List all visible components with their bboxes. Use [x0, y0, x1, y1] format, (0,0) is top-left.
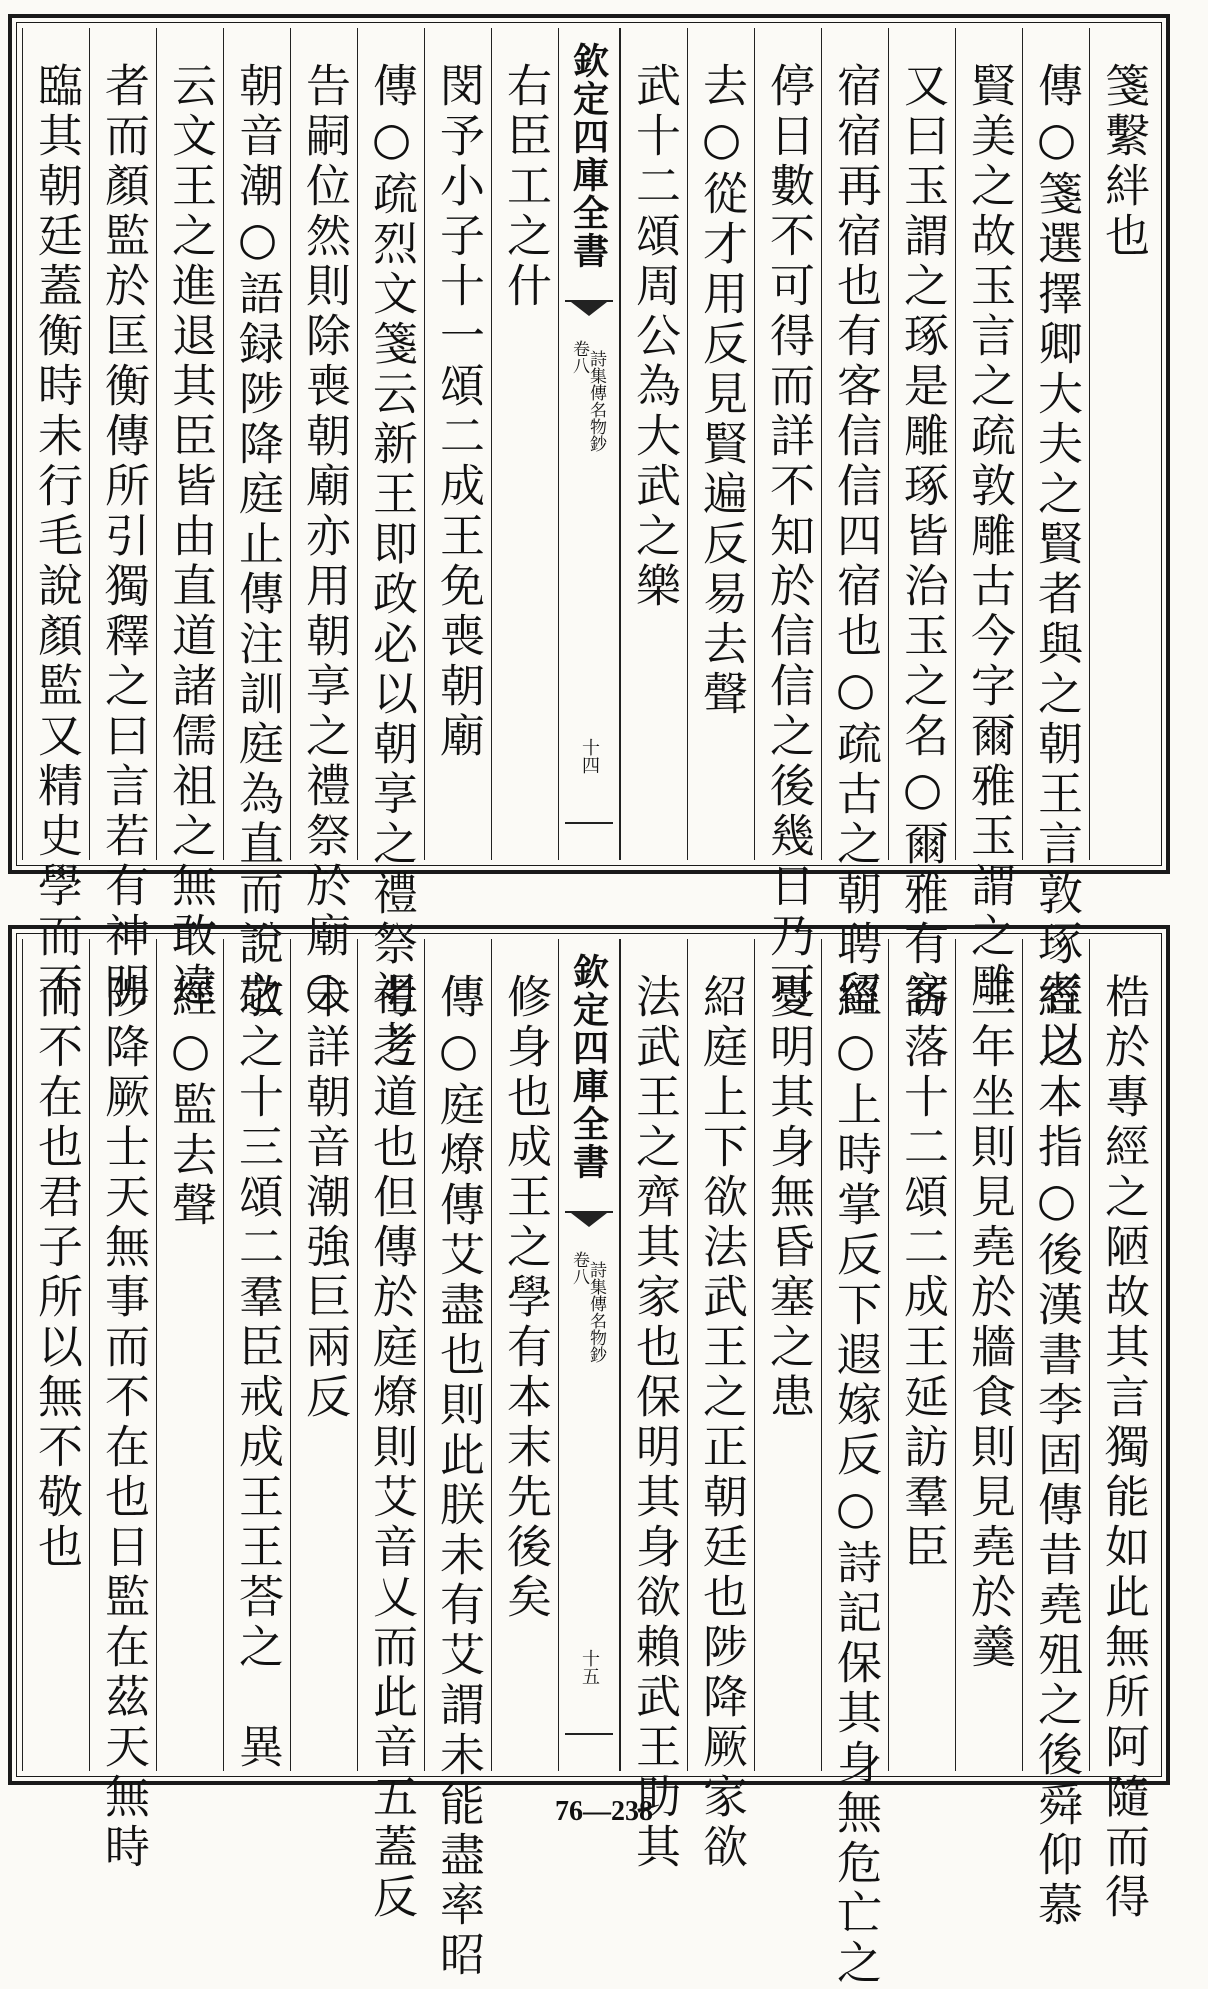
text-column [491, 28, 558, 860]
text-column [491, 939, 558, 1771]
center-fold-column [558, 28, 620, 860]
text-column [22, 28, 89, 1012]
text-column [22, 939, 89, 1771]
column-text: 箋繫絆也 [1097, 62, 1150, 262]
source-title: 詩集傳名物鈔 [586, 350, 606, 452]
top-page-frame [8, 14, 1170, 1070]
page-number: 76—238 [555, 1796, 653, 1827]
column-text: 而不在也君子所以無不敬也 [30, 973, 83, 1573]
column-text: 三年坐則見堯於牆食則見堯於羹 [963, 973, 1016, 1673]
text-column [1022, 939, 1089, 1931]
book-title: 欽定四庫全書 [567, 953, 610, 1181]
text-column [223, 939, 290, 1771]
column-text: 憂明其身無昏塞之患 [762, 973, 815, 1423]
column-text: 傳○庭燎傳艾盡也則此朕未有艾謂未能盡率昭 [432, 973, 485, 1981]
text-column [1022, 28, 1089, 1070]
column-text: 未詳朝音潮強巨兩反 [298, 973, 351, 1423]
text-column [687, 939, 754, 1873]
column-text: 宿宿再宿也有客信信四宿也○疏古之朝聘留 [829, 62, 882, 1020]
text-column [888, 28, 955, 1020]
text-column [687, 28, 754, 860]
column-text: 經○上時掌反下遐嫁反○詩記保其身無危亡之 [829, 973, 882, 1989]
text-column [955, 939, 1022, 1771]
text-column [888, 939, 955, 1771]
column-text: 訪落十二頌二成王延訪羣臣 [896, 973, 949, 1573]
text-column [1089, 28, 1156, 860]
column-text: 經之本指○後漢書李固傳昔堯殂之後舜仰慕 [1030, 973, 1083, 1931]
column-text: 云文王之進退其臣皆由直道諸儒祖之無敢違 [164, 62, 217, 1012]
column-text: 梏於專經之陋故其言獨能如此無所阿隨而得 [1097, 973, 1150, 1923]
column-text: 敬之十三頌二羣臣戒成王王荅之 異 [231, 973, 284, 1773]
column-text: 經○監去聲 [164, 973, 217, 1231]
text-column [223, 28, 290, 1020]
fish-tail-ornament [565, 300, 613, 326]
column-text: 去○從才用反見賢遍反易去聲 [695, 62, 748, 720]
column-text: 武十二頌周公為大武之樂 [628, 62, 681, 612]
column-text: 陟降厥士天無事而不在也日監在茲天無時 [97, 973, 150, 1873]
column-text: 臨其朝廷蓋衡時未行毛說顏監又精史學而不 [30, 62, 83, 1012]
folio-number: 十五 [579, 1649, 600, 1685]
column-text: 者而顏監於匡衡傳所引獨釋之曰言若有神明 [97, 62, 150, 1012]
folio-number: 十四 [579, 738, 600, 774]
text-column [156, 939, 223, 1771]
column-text: 考之道也但傳於庭燎則艾音乂而此音五蓋反 [365, 973, 418, 1923]
column-text: 賢美之故玉言之疏敦雕古今字爾雅玉謂之雕 [963, 62, 1016, 1012]
text-column [955, 28, 1022, 1012]
bottom-fish-tail-ornament [565, 822, 613, 824]
column-text: 傳○疏烈文箋云新王即政必以朝享之禮祭祖考 [365, 62, 418, 1070]
text-column [754, 28, 821, 1012]
text-column [620, 939, 687, 1873]
text-column [424, 28, 491, 860]
column-text: 告嗣位然則除喪朝廟亦用朝享之禮祭於廟○ [298, 62, 351, 1020]
volume-label: 卷八 [569, 1251, 589, 1285]
column-text: 停日數不可得而詳不知於信信之後幾日乃可 [762, 62, 815, 1012]
column-text: 修身也成王之學有本末先後矣 [499, 973, 552, 1623]
text-column [424, 939, 491, 1981]
column-text: 右臣工之什 [499, 62, 552, 312]
column-text: 傳○箋選擇卿大夫之賢者與之朝王言敦琢者以 [1030, 62, 1083, 1070]
source-title: 詩集傳名物鈔 [586, 1261, 606, 1363]
column-text: 閔予小子十一頌二成王免喪朝廟 [432, 62, 485, 762]
text-column [620, 28, 687, 860]
center-fold-column [558, 939, 620, 1771]
text-column [357, 28, 424, 1070]
text-column [290, 28, 357, 1020]
text-column [156, 28, 223, 1012]
column-text: 法武王之齊其家也保明其身欲賴武王助其 [628, 973, 681, 1873]
text-column [357, 939, 424, 1923]
text-column [754, 939, 821, 1771]
text-column [89, 28, 156, 1012]
book-title: 欽定四庫全書 [567, 42, 610, 270]
text-column [821, 939, 888, 1989]
column-text: 又曰玉謂之琢是雕琢皆治玉之名○爾雅有客 [896, 62, 949, 1020]
fish-tail-ornament [565, 1211, 613, 1237]
text-column [89, 939, 156, 1873]
volume-label: 卷八 [569, 340, 589, 374]
text-column [821, 28, 888, 1020]
column-text: 紹庭上下欲法武王之正朝廷也陟降厥家欲 [695, 973, 748, 1873]
text-column [290, 939, 357, 1771]
column-text: 朝音潮○語録陟降庭止傳注訓庭為直而說之 [231, 62, 284, 1020]
bottom-fish-tail-ornament [565, 1733, 613, 1735]
text-column [1089, 939, 1156, 1923]
